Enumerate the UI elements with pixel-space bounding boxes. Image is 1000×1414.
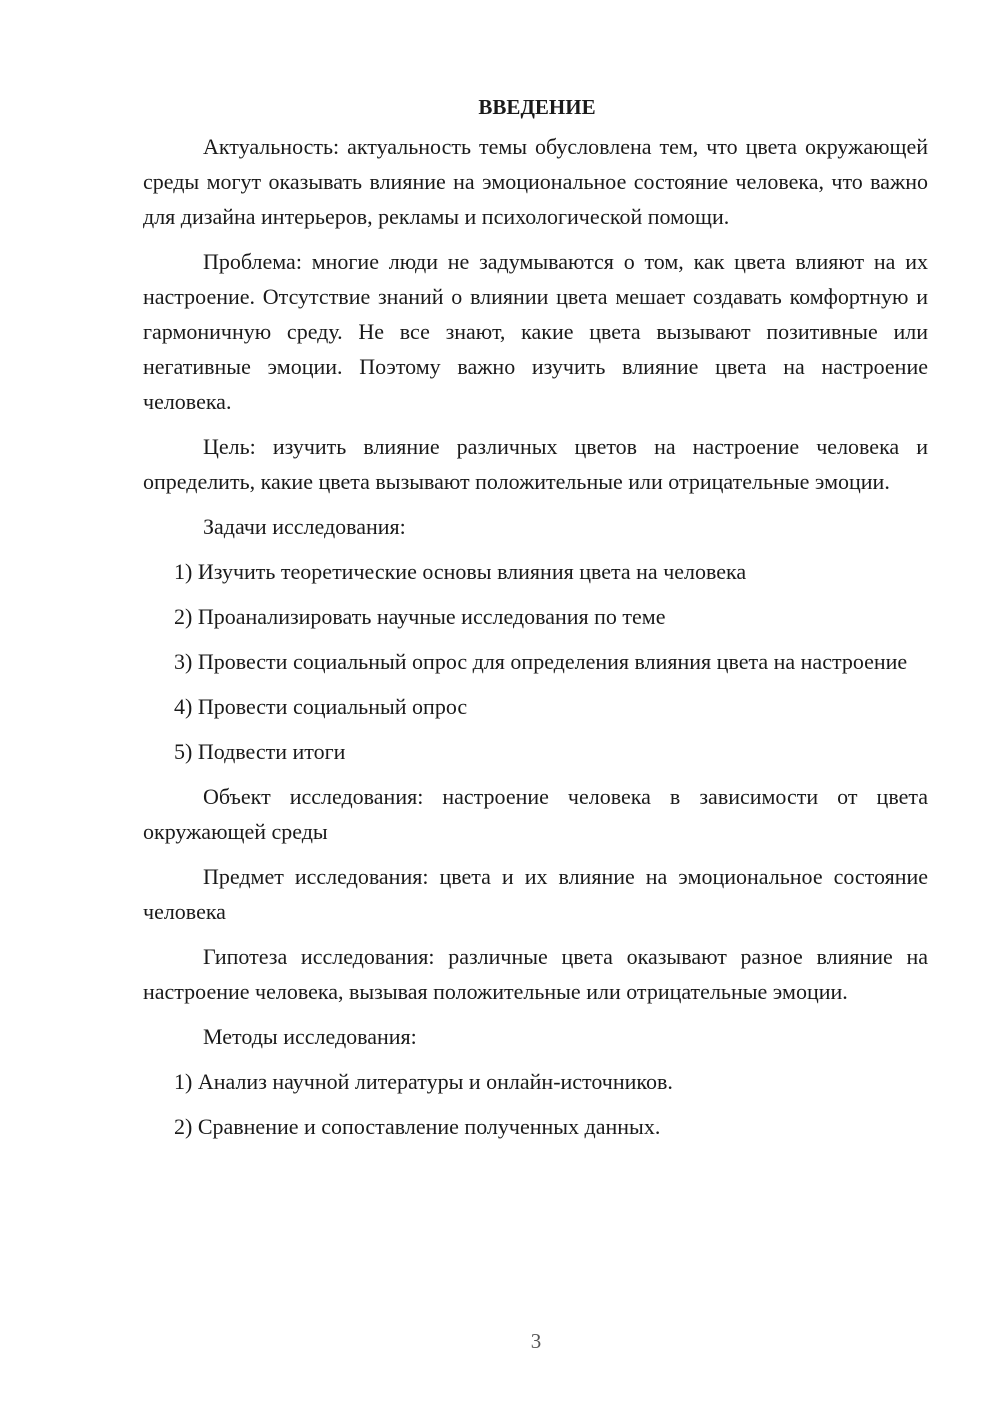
tasks-heading: Задачи исследования: xyxy=(203,514,406,539)
task-item: 5) Подвести итоги xyxy=(174,739,346,764)
method-item: 1) Анализ научной литературы и онлайн-источников. xyxy=(174,1069,673,1094)
page-title: ВВЕДЕНИЕ xyxy=(478,95,596,119)
methods-heading: Методы исследования: xyxy=(203,1024,417,1049)
document-page xyxy=(143,92,928,1154)
hypothesis-paragraph: Гипотеза исследования: различные цвета оказывают разное влияние на настроение человека, вызывая положительные или отрицательные эмоции. xyxy=(143,944,928,1004)
problem-paragraph: Проблема: многие люди не задумываются о том, как цвета влияют на их настроение. Отсутствие знаний о влиянии цвета мешает создавать комфортную и гармоничную среду. Не все знают, какие цвета вызывают позитивные или негативные эмоции. Поэтому важно изучить влияние цвета на настроение человека. xyxy=(143,249,928,414)
task-item: 4) Провести социальный опрос xyxy=(174,694,468,719)
goal-paragraph: Цель: изучить влияние различных цветов на настроение человека и определить, какие цвета вызывают положительные или отрицательные эмоции. xyxy=(143,434,928,494)
task-item: 2) Проанализировать научные исследования по теме xyxy=(174,604,666,629)
page-number: 3 xyxy=(530,1329,542,1353)
task-item: 3) Провести социальный опрос для определения влияния цвета на настроение xyxy=(174,649,908,674)
task-item: 1) Изучить теоретические основы влияния цвета на человека xyxy=(174,559,747,584)
object-paragraph: Объект исследования: настроение человека в зависимости от цвета окружающей среды xyxy=(143,784,928,844)
relevance-paragraph: Актуальность: актуальность темы обусловлена тем, что цвета окружающей среды могут оказывать влияние на эмоциональное состояние человека, что важно для дизайна интерьеров, рекламы и психологической помощи. xyxy=(143,134,928,229)
subject-paragraph: Предмет исследования: цвета и их влияние на эмоциональное состояние человека xyxy=(143,864,928,924)
method-item: 2) Сравнение и сопоставление полученных данных. xyxy=(174,1114,661,1139)
